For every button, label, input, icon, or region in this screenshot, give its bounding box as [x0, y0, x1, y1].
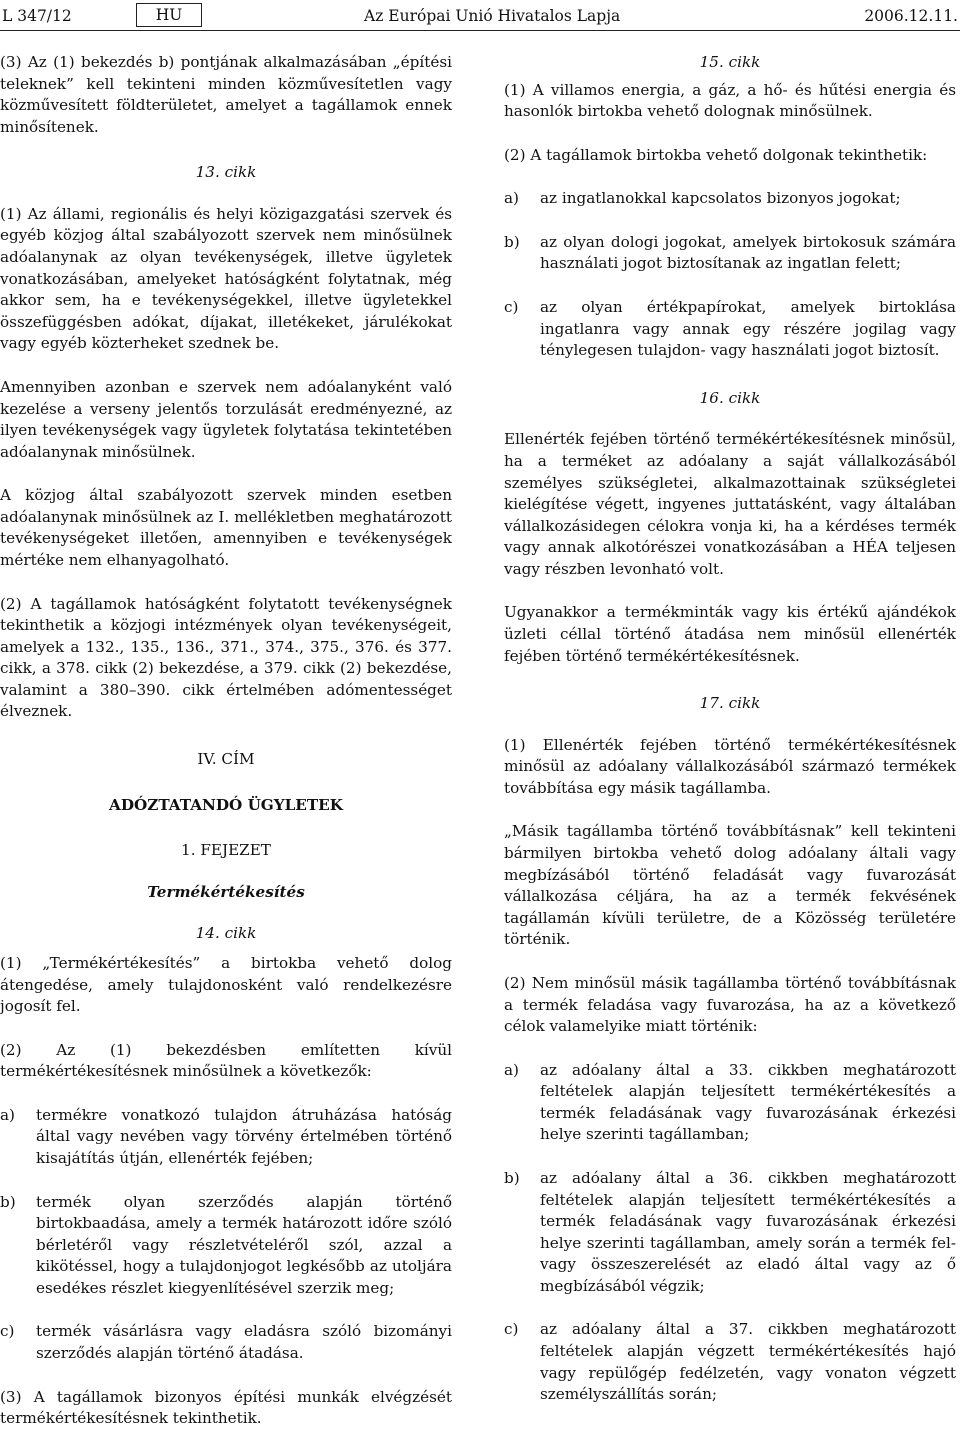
list-item	[504, 1060, 956, 1146]
list-item-label: a)	[0, 1105, 15, 1124]
paragraph-17-2: (2) Nem minősül másik tagállamba történő továbbításnak a termék feladása vagy fuvarozása, ha az a következő célok valamelyike miatt történik:	[504, 973, 956, 1036]
list-item	[0, 1192, 452, 1300]
chapter-1-title: Termékértékesítés	[147, 882, 305, 901]
journal-title: Az Európai Unió Hivatalos Lapja	[364, 7, 621, 25]
paragraph-15-1: (1) A villamos energia, a gáz, a hő- és hűtési energia és hasonlók birtokba vehető dolognak minősülnek.	[504, 80, 956, 121]
paragraph-14-2: (2) Az (1) bekezdésben említetten kívül termékértékesítésnek minősülnek a következők:	[0, 1040, 452, 1081]
paragraph-16-2: Ugyanakkor a termékminták vagy kis értékű ajándékok üzleti céllal történő átadása nem minősül ellenérték fejében történő termékértékesítésnek.	[504, 603, 956, 665]
article-17-heading: 17. cikk	[699, 694, 761, 713]
article-13-heading: 13. cikk	[195, 163, 257, 182]
list-item	[504, 232, 956, 275]
language-badge: HU	[136, 3, 202, 27]
title-iv-name: ADÓZTATANDÓ ÜGYLETEK	[109, 795, 343, 814]
paragraph-13-1c: A közjog által szabályozott szervek minden esetben adóalanynak minősülnek az I. mellékletben meghatározott tevékenységeket illetően, amennyiben e tevékenységek mértéke nem elhanyagolható.	[0, 486, 452, 569]
list-item-text: termék vásárlásra vagy eladásra szóló bizományi szerződés alapján történő átadása.	[36, 1322, 452, 1363]
list-item-label: c)	[504, 1320, 519, 1339]
paragraph-17-1b: „Másik tagállamba történő továbbításnak” kell tekinteni bármilyen birtokba vehető dolog adóalany általi vagy megbízásából történő feladását vagy fuvarozását vállalkozása céljára, ha az a termék fekvésének tagállamán kívüli területre, de a Közösség területére történik.	[504, 822, 956, 949]
list-item-text: az adóalany által a 37. cikkben meghatározott feltételek alapján végzett termékértékesítés hajó vagy repülőgép fedélzetén, vagy vonaton végzett személyszállítás során;	[540, 1320, 956, 1404]
list-item	[0, 1321, 452, 1364]
list-item-label: b)	[504, 232, 520, 251]
header-divider	[0, 30, 960, 31]
list-item	[504, 297, 956, 362]
list-item-text: termék olyan szerződés alapján történő birtokbaadása, amely a termék határozott időre szóló bérletéről vagy részletvételéről szól, azzal a kikötéssel, hogy a tulajdonjogot legkésőbb az utoljára esedékes részlet kiegyenlítésével szerzik meg;	[36, 1192, 452, 1297]
list-item-text: az olyan dologi jogokat, amelyek birtokosuk számára használati jogot biztosítanak az ingatlan felett;	[540, 232, 956, 273]
paragraph-14-1: (1) „Termékértékesítés” a birtokba vehető dolog átengedése, amely tulajdonosként való rendelkezésre jogosít fel.	[0, 953, 452, 1016]
list-item-text: az ingatlanokkal kapcsolatos bizonyos jogokat;	[540, 189, 901, 208]
paragraph-13-1b: Amennyiben azonban e szervek nem adóalanyként való kezelése a verseny jelentős torzulását eredményezné, az ilyen tevékenységek vagy ügyletek folytatása tekintetében adóalanynak minősülnek.	[0, 377, 452, 461]
list-item-label: b)	[504, 1168, 520, 1187]
list-item-text: termékre vonatkozó tulajdon átruházása hatóság által vagy nevében vagy törvény értelmében történő kisajátítás útján, ellenérték fejében;	[36, 1105, 452, 1167]
paragraph-13-2: (2) A tagállamok hatóságként folytatott tevékenységnek tekinthetik a közjogi intézmények olyan tevékenységeit, amelyek a 132., 135., 136., 371., 374., 375., 376. és 377. cikk, a 378. cikk (2) bekezdése, a 379. cikk (2) bekezdése, valamint a 380–390. cikk értelmében adómentességet élveznek.	[0, 594, 452, 721]
page-header	[0, 0, 960, 30]
article-15-heading: 15. cikk	[699, 53, 761, 71]
list-item	[504, 188, 956, 210]
paragraph-13-1: (1) Az állami, regionális és helyi közigazgatási szervek és egyéb közjog által szabályozott szervek nem minősülnek adóalanynak az olyan tevékenységek, illetve ügyletek vonatkozásában, amelyeket hatóságként folytatnak, még akkor sem, ha e tevékenységekkel, illetve ügyletekkel összefüggésben adókat, díjakat, illetékeket, járulékokat vagy egyéb közterheket szednek be.	[0, 204, 452, 353]
list-item	[504, 1319, 956, 1405]
paragraph-16-1: Ellenérték fejében történő termékértékesítésnek minősül, ha a terméket az adóalany a saját vállalkozásából személyes szükségletei, alkalmazottainak szükségletei kielégítése végett, ingyenes juttatásként, vagy általában vállalkozásidegen célokra vonja ki, ha a kérdéses termék vagy annak alkotórészei vonatkozásában a HÉA teljesen vagy részben levonható volt.	[504, 430, 956, 578]
list-item	[0, 1105, 452, 1170]
list-item-text: az adóalany által a 36. cikkben meghatározott feltételek alapján teljesített termékértékesítés a termék feladásának vagy fuvarozásának érkezési helye szerinti tagállamban, amely során a termék fel- vagy összeszerelését az eladó által vagy az ő megbízásából végzik;	[540, 1168, 956, 1295]
article-16-heading: 16. cikk	[699, 388, 761, 407]
article-14-heading: 14. cikk	[195, 924, 257, 943]
list-item-label: a)	[504, 189, 519, 208]
chapter-1-heading: 1. FEJEZET	[181, 841, 271, 860]
left-column	[0, 52, 452, 1430]
publication-date: 2006.12.11.	[864, 7, 958, 25]
list-item-label: a)	[504, 1060, 519, 1079]
page-reference: L 347/12	[2, 7, 72, 25]
paragraph-17-1: (1) Ellenérték fejében történő termékértékesítésnek minősül az adóalany vállalkozásából származó termékek továbbítása egy másik tagállamba.	[504, 735, 956, 797]
list-item-text: az adóalany által a 33. cikkben meghatározott feltételek alapján teljesített termékértékesítés a termék feladásának vagy fuvarozásának érkezési helye szerinti tagállamban;	[540, 1060, 956, 1144]
paragraph-14-3: (3) A tagállamok bizonyos építési munkák elvégzését termékértékesítésnek tekinthetik.	[0, 1387, 452, 1428]
list-item-text: az olyan értékpapírokat, amelyek birtoklása ingatlanra vagy annak egy részére jogilag vagy ténylegesen tulajdon- vagy használati jogot biztosít.	[540, 298, 956, 360]
title-iv: IV. CÍM	[197, 750, 255, 769]
list-item	[504, 1168, 956, 1297]
list-item-label: b)	[0, 1192, 16, 1211]
list-item-label: c)	[0, 1322, 15, 1341]
right-column	[504, 52, 956, 1406]
paragraph-15-2: (2) A tagállamok birtokba vehető dolgonak tekinthetik:	[504, 145, 928, 164]
paragraph-12-3: (3) Az (1) bekezdés b) pontjának alkalmazásában „építési teleknek” kell tekinteni minden közművesítetlen vagy közművesített földterületet, amelyet a tagállamok ennek minősítenek.	[0, 53, 452, 136]
list-item-label: c)	[504, 298, 519, 317]
